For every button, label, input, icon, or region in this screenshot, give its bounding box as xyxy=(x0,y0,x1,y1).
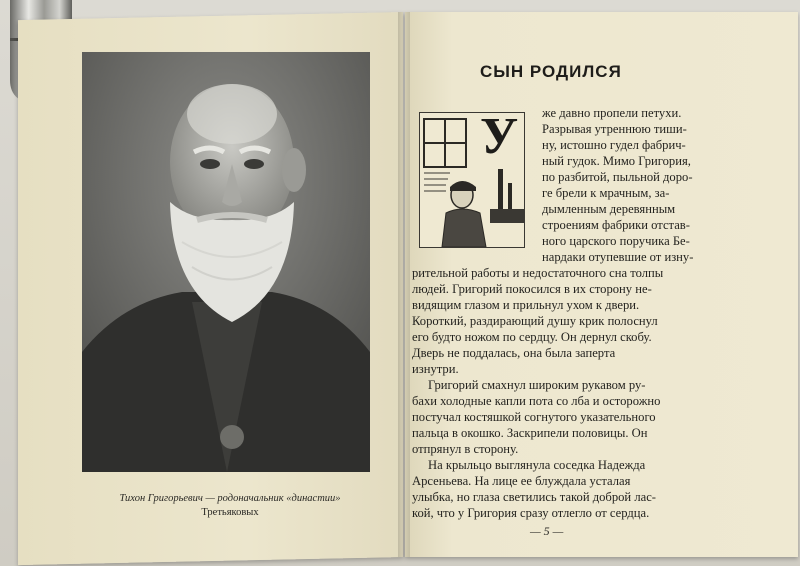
text-line: бахи холодные капли пота со лба и осторожно xyxy=(412,394,661,408)
text-line: Арсеньева. На лице ее блуждала усталая xyxy=(412,474,631,488)
text-line: видящим глазом и прильнул ухом к двери. xyxy=(412,298,640,312)
text-line: кой, что у Григория сразу отлегло от сердца. xyxy=(412,506,650,520)
text-line: постучал костяшкой согнутого указательного xyxy=(412,410,656,424)
text-line: строениям фабрики отстав- xyxy=(542,218,690,232)
photo-caption xyxy=(80,492,380,520)
text-line: Короткий, раздирающий душу крик полоснул xyxy=(412,314,658,328)
text-line: дымленным деревянным xyxy=(542,202,676,216)
text-line: пальца в окошко. Заскрипели половицы. Он xyxy=(412,426,648,440)
caption-line-2: Третьяковых xyxy=(201,507,259,518)
text-line: людей. Григорий покосился в их сторону не- xyxy=(412,282,652,296)
text-line: по разбитой, пыльной доро- xyxy=(542,170,693,184)
text-line: улыбка, но глаза светились такой доброй лас- xyxy=(412,490,656,504)
text-line: его будто ножом по сердцу. Он дернул скобу. xyxy=(412,330,652,344)
text-line: Дверь не поддалась, она была заперта xyxy=(412,346,616,360)
caption-line-1: Тихон Григорьевич — родоначальник «династии» xyxy=(119,493,341,504)
portrait-photo xyxy=(82,52,370,472)
text-line: Разрывая утреннюю тиши- xyxy=(542,122,687,136)
text-line: же давно пропели петухи. xyxy=(542,106,682,120)
text-line: отпрянул в сторону. xyxy=(412,442,519,456)
text-line: ного царского поручика Бе- xyxy=(542,234,690,248)
book-gutter xyxy=(398,12,410,557)
chapter-title: СЫН РОДИЛСЯ xyxy=(480,62,622,81)
drop-cap-letter: У xyxy=(480,108,519,165)
text-line: нардаки отупевшие от изну- xyxy=(542,250,694,264)
text-line: ный гудок. Мимо Григория, xyxy=(542,154,691,168)
page-number: — 5 — xyxy=(530,524,564,538)
text-line: рительной работы и недостаточного сна толпы xyxy=(412,266,664,280)
illustration-vignette xyxy=(419,108,525,248)
text-line: Григорий смахнул широким рукавом ру- xyxy=(428,378,646,392)
text-line: ну, истошно гудел фабрич- xyxy=(542,138,686,152)
text-line: изнутри. xyxy=(412,362,459,376)
text-line: На крыльцо выглянула соседка Надежда xyxy=(428,458,646,472)
text-line: ге брели к мрачным, за- xyxy=(542,186,670,200)
